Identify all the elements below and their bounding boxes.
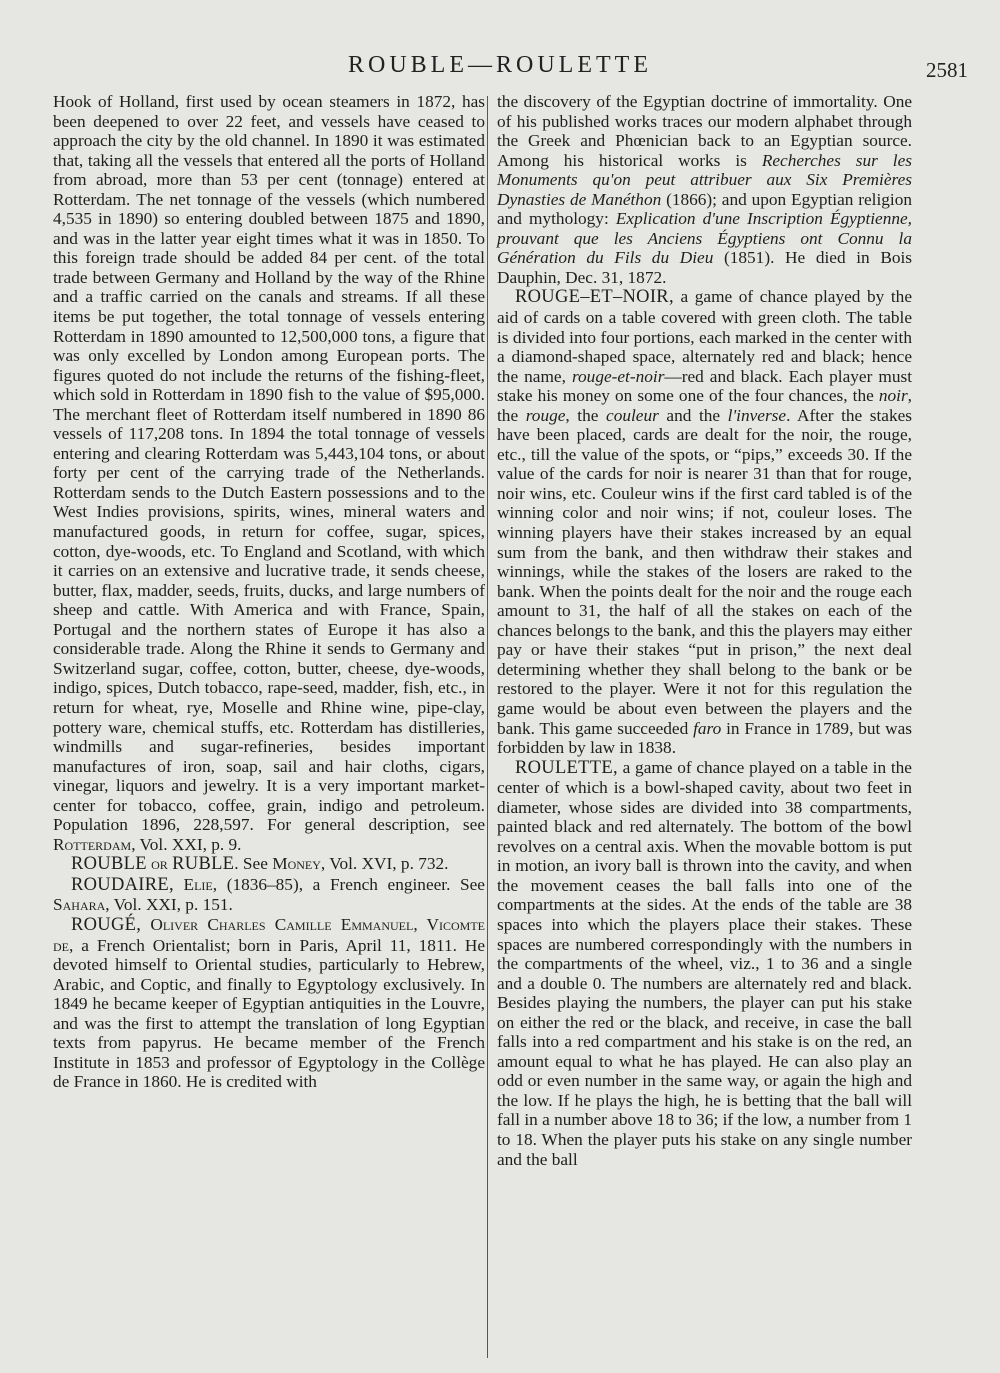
roulette-text: a game of chance played on a table in the center of which is a bowl-shaped cavity, about two feet in diameter, whose sides are divided into 38 compartments, painted black and red alternately. The bottom of the bowl revolves on a central axis. When the movable bottom is put in motion, an ivory ball is thrown into the cavity, and when the movement ceases the ball falls into one of the compartments at the sides. At the ends of the table are 38 spaces into which the players place their stakes. These spaces are numbered correspondingly with the numbers in the compartments of the wheel, viz., 1 to 36 and a single and a double 0. The numbers are alternately red and black. Besides playing the numbers, the player can put his stake on either the red or the black, and receive, in case the ball falls into a red compartment and his stake is on the red, an amount equal to what he has played. He can also play an odd or even number in the same way, or again the high and the low. If he plays the high, he is betting that the ball will fall in a number above 18 to 36; if the low, a number from 1 to 18. When the player puts his stake on any single number and the ball bbox=[497, 757, 912, 1169]
right-column bbox=[497, 92, 912, 1169]
column-divider bbox=[487, 96, 488, 1358]
term-inverse: l'inverse bbox=[727, 405, 787, 425]
cross-reference-rotterdam: Rotterdam bbox=[53, 834, 132, 854]
rouge-et-noir-text-2: —red and black. Each player must stake his money on some one of the four chances, the bbox=[497, 366, 912, 406]
rotterdam-text: Hook of Holland, first used by ocean steamers in 1872, has been deepened to over 22 feet, and vessels have ceased to approach the city by the old channel. In 1890 it was estimated that, taking all the vessels that entered all the ports of Holland from abroad, more than 53 per cent (tonnage) entered at Rotterdam. The net tonnage of the vessels (which numbered 4,535 in 1890) so entering doubled between 1875 and 1890, and was in the latter year eight times what it was in 1850. To this foreign trade should be added 84 per cent. of the total trade between Germany and Holland by the way of the Rhine and a traffic carried on the canals and streams. If all these items be put together, the total tonnage of vessels entering Rotterdam in 1890 amounted to 12,500,000 tons, a figure that was only excelled by London among European ports. The figures quoted do not include the returns of the fishing-fleet, which sold in Rotterdam in 1890 fish to the value of $95,000. The merchant fleet of Rotterdam itself numbered in 1890 86 vessels of 117,208 tons. In 1894 the total tonnage of vessels entering and clearing Rotterdam was 5,443,104 tons, or about forty per cent of the carrying trade of the Netherlands. Rotterdam sends to the Dutch Eastern possessions and to the West Indies provisions, spirits, wines, mineral waters and manufactured goods, in return for coffee, sugar, spices, cotton, dye-woods, etc. To England and Scotland, with which it carries on an extensive and lucrative trade, it sends cheese, butter, flax, madder, seeds, fruits, ducks, and large numbers of sheep and cattle. With America and with France, Spain, Portugal and the northern states of Europe it has also a considerable trade. Along the Rhine it sends to Germany and Switzerland sugar, coffee, cotton, butter, cheese, dye-woods, indigo, spices, Dutch tobacco, rape-seed, madder, fish, etc., in return for wheat, rye, Moselle and Rhine wine, pipe-clay, pottery ware, chemical stuffs, etc. Rotterdam has distilleries, windmills and sugar-refineries, besides important manufactures of iron, soap, sail and hair cloths, cigars, vinegar, liquors and jewelry. It is a very important market-center for tobacco, coffee, grain, indigo and petroleum. Population 1896, 228,597. For general description, see bbox=[53, 92, 485, 835]
rouge-full-name: Oliver Charles Camille Emmanuel, Vicomte de, bbox=[53, 914, 486, 955]
rouge-text: a French Orientalist; born in Paris, April 11, 1811. He devoted himself to Oriental studies, particularly to Hebrew, Arabic, and Coptic, and finally to Egyptology exclusively. In 1849 he became keeper of Egyptian antiquities in the Louvre, and was the first to attempt the translation of long Egyptian texts from papyrus. He became member of the French Institute in 1853 and professor of Egyptology in the Collège de France in 1860. He is credited with bbox=[53, 935, 485, 1092]
rouge-cont-text-2: (1866); and upon Egyptian religion and mythology: bbox=[497, 189, 913, 229]
title-explication: Explication d'une Inscription Égyptienne, prouvant que les Anciens Égyptiens ont Connu la Génération du Fils du Dieu bbox=[497, 209, 913, 268]
entry-rouge-et-noir bbox=[497, 287, 912, 757]
headword-roudaire: ROUDAIRE, bbox=[71, 874, 174, 895]
headword-roulette: ROULETTE, bbox=[515, 757, 618, 778]
rouge-et-noir-text-3: , the bbox=[497, 386, 912, 425]
headword-rouge-et-noir: ROUGE–ET–NOIR, bbox=[515, 287, 674, 308]
left-column bbox=[53, 92, 485, 1092]
term-rouge-et-noir: rouge-et-noir bbox=[571, 366, 665, 386]
entry-rouble bbox=[53, 854, 485, 875]
rotterdam-article-continuation bbox=[53, 92, 485, 854]
running-title: ROUBLE—ROULETTE bbox=[348, 52, 652, 78]
roudaire-text: (1836–85), a French engineer. See bbox=[226, 874, 485, 894]
entry-rouge bbox=[53, 915, 485, 1092]
rouble-ref-tail: , Vol. XVI, p. 732. bbox=[320, 854, 449, 874]
rouge-cont-text-1: the discovery of the Egyptian doctrine of immortality. One of his published works traces our modern alphabet through the Greek and Phœnician back to an Egyptian source. Among his historical works is bbox=[497, 92, 912, 170]
term-faro: faro bbox=[693, 718, 722, 738]
term-rouge: rouge bbox=[525, 405, 566, 425]
rouge-et-noir-text-5: and the bbox=[666, 405, 721, 425]
entry-roulette bbox=[497, 758, 912, 1169]
rouge-article-continuation bbox=[497, 92, 912, 287]
page-number: 2581 bbox=[926, 58, 968, 82]
rouge-et-noir-text-4: , the bbox=[565, 405, 599, 425]
headword-rouge: ROUGÉ, bbox=[71, 914, 142, 935]
term-noir: noir bbox=[878, 386, 908, 406]
roudaire-ref-tail: , Vol. XXI, p. 151. bbox=[105, 895, 233, 915]
rouble-text: . See bbox=[234, 854, 268, 874]
rouge-et-noir-text-7: in France in 1789, but was forbidden by law in 1838. bbox=[497, 718, 913, 758]
headword-ruble: RUBLE bbox=[172, 854, 235, 875]
rouge-et-noir-text-1: a game of chance played by the aid of cards on a table covered with green cloth. The table is divided into four portions, each marked in the center with a diamond-shaped space, alternately red and black; hence the name, bbox=[497, 287, 912, 386]
roudaire-name: Elie, bbox=[183, 874, 218, 894]
rouge-cont-text-3: (1851). He died in Bois Dauphin, Dec. 31, 1872. bbox=[497, 248, 913, 287]
rouge-et-noir-text-6: . After the stakes have been placed, cards are dealt for the noir, the rouge, etc., till the value of the spots, or “pips,” exceeds 30. If the value of the cards for noir is nearer 31 than that for rouge, noir wins, etc. Couleur wins if the first card tabled is of the winning color and noir wins; if not, couleur loses. The winning players have their stakes increased by an equal sum from the bank, and then withdraw their stakes and winnings, while the stakes of the losers are raked to the bank. When the points dealt for the noir and the rouge each amount to 31, the half of all the stakes on each of the chances belongs to the bank, and this the players may either pay or have their stakes “put in prison,” the next deal determining whether they shall belong to the bank or be restored to the player. Were it not for this regulation the game would be about even between the players and the bank. This game succeeded bbox=[497, 405, 913, 738]
headword-or: or bbox=[151, 854, 168, 874]
term-couleur: couleur bbox=[606, 405, 659, 425]
rotterdam-ref-tail: , Vol. XXI, p. 9. bbox=[131, 834, 242, 854]
title-recherches: Recherches sur les Monuments qu'on peut attribuer aux Six Premières Dynasties de Manéthon bbox=[497, 150, 912, 209]
headword-rouble: ROUBLE bbox=[71, 854, 147, 875]
entry-roudaire bbox=[53, 875, 485, 915]
cross-reference-sahara: Sahara bbox=[53, 895, 106, 915]
cross-reference-money: Money bbox=[272, 854, 321, 874]
